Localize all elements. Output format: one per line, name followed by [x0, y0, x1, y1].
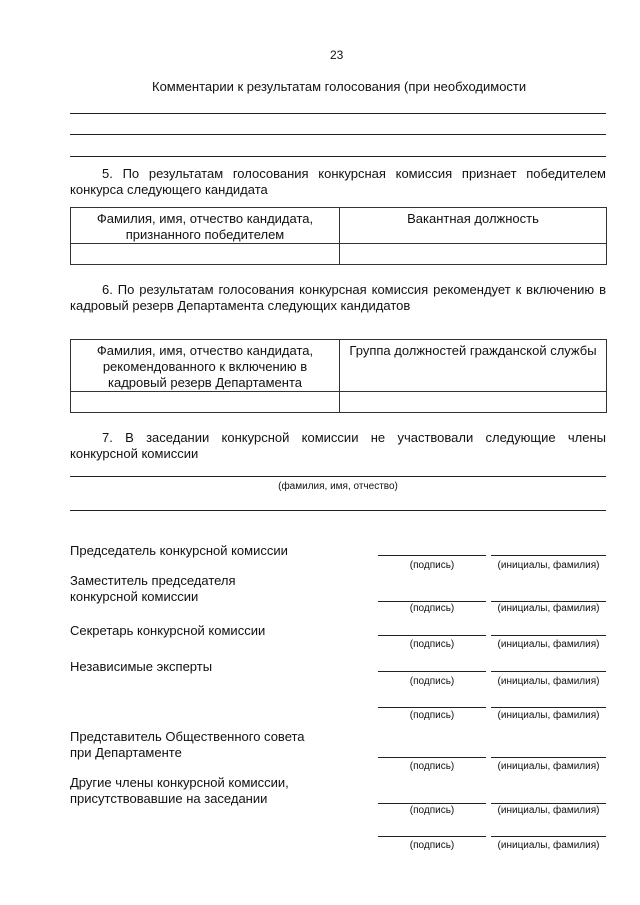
reserve-group-cell[interactable] [340, 392, 607, 413]
council-sign-caption: (подпись) [409, 761, 455, 772]
experts-sign-caption-1: (подпись) [409, 676, 455, 687]
winner-table [70, 207, 607, 265]
comment-line-3[interactable] [70, 156, 606, 157]
experts-sign-line-1[interactable] [378, 671, 486, 672]
winner-header-line2: признанного победителем [125, 227, 285, 242]
comments-title: Комментарии к результатам голосования (при необходимости [152, 79, 527, 94]
reserve-header-line2: рекомендованного к включению в [102, 359, 308, 374]
experts-name-line-2[interactable] [491, 707, 606, 708]
reserve-name-cell[interactable] [71, 392, 340, 413]
others-name-line-2[interactable] [491, 836, 606, 837]
deputy-label-line1: Заместитель председателя [70, 573, 236, 588]
deputy-name-caption: (инициалы, фамилия) [497, 603, 600, 614]
section7-text-line1: 7. В заседании конкурсной комиссии не участвовали следующие члены [102, 430, 606, 445]
others-name-caption-2: (инициалы, фамилия) [497, 840, 600, 851]
experts-sign-line-2[interactable] [378, 707, 486, 708]
experts-label: Независимые эксперты [70, 659, 213, 674]
experts-sign-caption-2: (подпись) [409, 710, 455, 721]
council-label-line1: Представитель Общественного совета [70, 729, 305, 744]
deputy-name-line[interactable] [491, 601, 606, 602]
absent-members-line-2[interactable] [70, 510, 606, 511]
reserve-header-line3: кадровый резерв Департамента [107, 375, 302, 390]
council-name-line[interactable] [491, 757, 606, 758]
section5-text-line1: 5. По результатам голосования конкурсная комиссия признает победителем [102, 166, 606, 181]
section7-text-line2: конкурсной комиссии [70, 446, 199, 461]
deputy-sign-caption: (подпись) [409, 603, 455, 614]
secretary-name-line[interactable] [491, 635, 606, 636]
others-label-line2: присутствовавшие на заседании [70, 791, 268, 806]
council-sign-line[interactable] [378, 757, 486, 758]
chairman-sign-line[interactable] [378, 555, 486, 556]
secretary-sign-line[interactable] [378, 635, 486, 636]
others-label-line1: Другие члены конкурсной комиссии, [70, 775, 289, 790]
winner-header-position: Вакантная должность [407, 211, 539, 226]
secretary-name-caption: (инициалы, фамилия) [497, 639, 600, 650]
deputy-label-line2: конкурсной комиссии [70, 589, 199, 604]
reserve-header-group: Группа должностей гражданской службы [349, 343, 597, 358]
winner-table-header-position [340, 208, 607, 244]
secretary-sign-caption: (подпись) [409, 639, 455, 650]
reserve-table [70, 339, 607, 413]
winner-position-cell[interactable] [340, 244, 607, 265]
experts-name-caption-2: (инициалы, фамилия) [497, 710, 600, 721]
section5-text-line2: конкурса следующего кандидата [70, 182, 268, 197]
page-number: 23 [330, 48, 344, 62]
section6-text-line2: кадровый резерв Департамента следующих кандидатов [70, 298, 411, 313]
section6-text-line1: 6. По результатам голосования конкурсная комиссия рекомендует к включению в [102, 282, 606, 297]
chairman-sign-caption: (подпись) [409, 560, 455, 571]
secretary-label: Секретарь конкурсной комиссии [70, 623, 266, 638]
winner-table-header-name [71, 208, 340, 244]
winner-header-line1: Фамилия, имя, отчество кандидата, [96, 211, 314, 226]
comment-line-1[interactable] [70, 113, 606, 114]
council-label-line2: при Департаменте [70, 745, 182, 760]
chairman-label: Председатель конкурсной комиссии [70, 543, 288, 558]
council-name-caption: (инициалы, фамилия) [497, 761, 600, 772]
others-name-line-1[interactable] [491, 803, 606, 804]
reserve-table-header-name [71, 340, 340, 392]
absent-members-line[interactable] [70, 476, 606, 477]
others-name-caption-1: (инициалы, фамилия) [497, 805, 600, 816]
others-sign-caption-1: (подпись) [409, 805, 455, 816]
chairman-name-caption: (инициалы, фамилия) [497, 560, 600, 571]
deputy-sign-line[interactable] [378, 601, 486, 602]
reserve-table-header-group [340, 340, 607, 392]
others-sign-line-1[interactable] [378, 803, 486, 804]
comment-line-2[interactable] [70, 134, 606, 135]
experts-name-caption-1: (инициалы, фамилия) [497, 676, 600, 687]
winner-name-cell[interactable] [71, 244, 340, 265]
absent-members-caption: (фамилия, имя, отчество) [278, 481, 398, 492]
reserve-header-line1: Фамилия, имя, отчество кандидата, [96, 343, 314, 358]
others-sign-line-2[interactable] [378, 836, 486, 837]
experts-name-line-1[interactable] [491, 671, 606, 672]
chairman-name-line[interactable] [491, 555, 606, 556]
others-sign-caption-2: (подпись) [409, 840, 455, 851]
